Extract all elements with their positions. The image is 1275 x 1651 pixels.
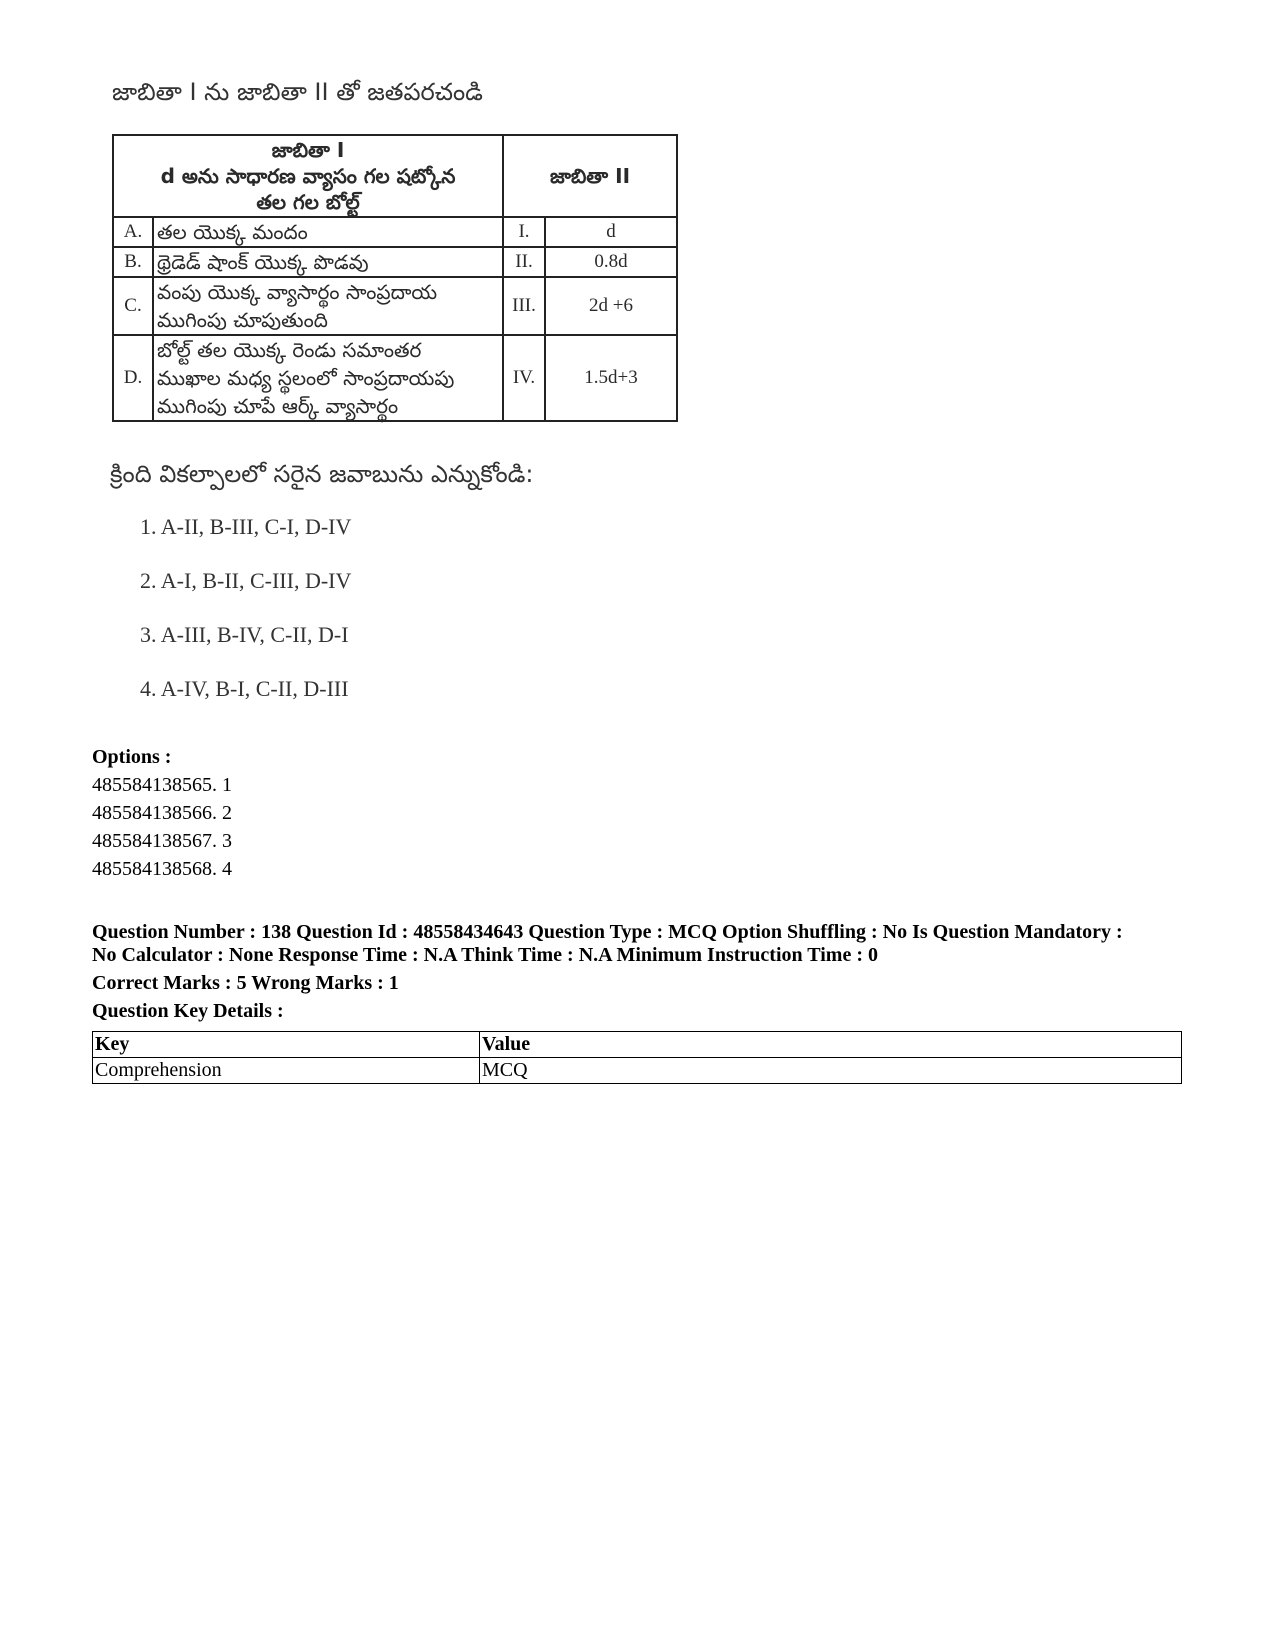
question-meta-line2: No Calculator : None Response Time : N.A Think Time : N.A Minimum Instruction Time : 0 [92,944,878,966]
option-item: 485584138565. 1 [92,774,232,796]
table-header-key: Key [93,1032,480,1058]
list1-header: జాబితా I d అను సాధారణ వ్యాసం గల షట్కోన తల గల బోల్ట్ [113,135,503,217]
choice-list [140,514,351,730]
match-table [112,134,678,422]
match-row: D. బోల్ట్ తల యొక్క రెండు సమాంతర ముఖాల మధ్య స్థలంలో సాంప్రదాయపు ముగింపు చూపే ఆర్క్ వ్యాసార్థం IV. 1.5d+3 [113,335,677,421]
option-item: 485584138567. 3 [92,830,232,852]
table-header-row [93,1032,1182,1058]
question-instruction: జాబితా I ను జాబితా II తో జతపరచండి [112,78,483,106]
match-row: C. వంపు యొక్క వ్యాసార్థం సాంప్రదాయ ముగింపు చూపుతుంది III. 2d +6 [113,277,677,335]
question-meta-line1: Question Number : 138 Question Id : 48558434643 Question Type : MCQ Option Shuffling : No Is Question Mandatory : [92,921,1123,943]
option-item: 485584138568. 4 [92,858,232,880]
marks-info: Correct Marks : 5 Wrong Marks : 1 [92,972,399,994]
key-details-label: Question Key Details : [92,1000,284,1022]
table-cell: Comprehension [93,1058,480,1084]
question-image [96,60,736,730]
choice-item: 3. A-III, B-IV, C-II, D-I [140,622,349,647]
table-row [93,1058,1182,1084]
option-item: 485584138566. 2 [92,802,232,824]
table-header-value: Value [480,1032,1182,1058]
match-table-header [113,135,677,217]
choice-item: 1. A-II, B-III, C-I, D-IV [140,514,352,539]
match-row: A. తల యొక్క మందం I. d [113,217,677,247]
list2-header: జాబితా II [503,135,677,217]
choice-item: 2. A-I, B-II, C-III, D-IV [140,568,352,593]
options-label: Options : [92,746,172,768]
table-cell: MCQ [480,1058,1182,1084]
match-row: B. థ్రెడెడ్ షాంక్ యొక్క పొడవు II. 0.8d [113,247,677,277]
choose-instruction: క్రింది వికల్పాలలో సరైన జవాబును ఎన్నుకోండి: [110,460,534,488]
key-details-table [92,1031,1182,1084]
choice-item: 4. A-IV, B-I, C-II, D-III [140,676,349,701]
